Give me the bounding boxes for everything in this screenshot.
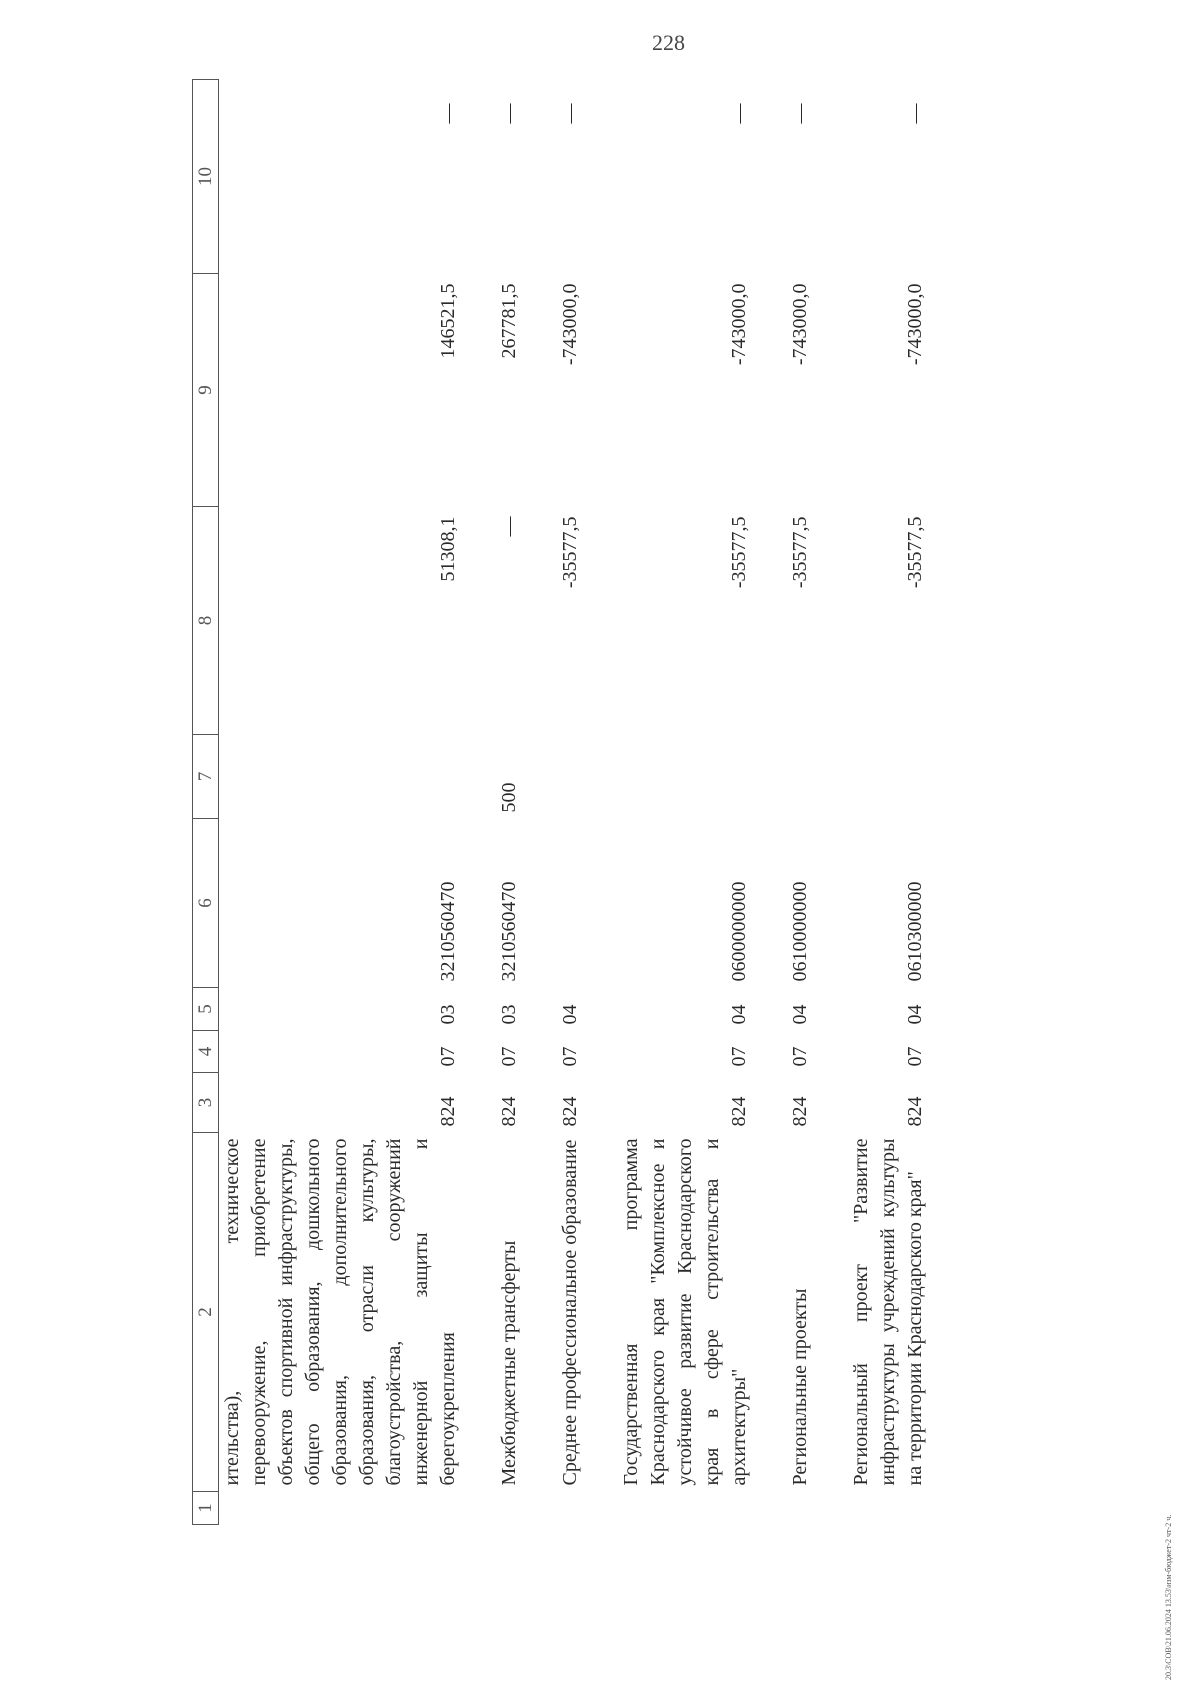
row-spacer [584,80,618,1525]
table-row [618,80,753,1525]
row-vr [848,735,929,819]
header-cell: 1 [193,1492,219,1525]
row-ved: 824 [904,1096,926,1127]
document-footer: 20.3\СОВ\21.06.2024 13.53\изм-бюджет-2 чт-2 ч. [1164,1514,1173,1680]
header-cell: 7 [193,735,219,819]
row-name: Межбюджетные трансферты [498,1240,520,1486]
row-ved: 824 [437,1096,459,1127]
row-name: Государственная программа Краснодарского края "Комплексное и устойчивое развитие Краснодарского края в сфере строительства и архитектуры" [620,1138,750,1486]
row-ved: 824 [559,1096,581,1127]
row-spacer [814,80,848,1525]
header-cell: 8 [193,507,219,735]
row-amount-2: -743000,0 [728,283,750,366]
row-amount-3: — [789,103,811,124]
row-name: Региональный проект "Развитие инфраструктуры учреждений культуры на территории Краснодарского края" [850,1138,926,1486]
row-csr: 0610000000 [789,881,811,982]
row-csr: 0610300000 [904,881,926,982]
row-amount-1: -35577,5 [728,516,750,589]
row-amount-1: — [498,516,520,537]
budget-table [192,79,929,1525]
row-rz: 07 [498,1046,520,1067]
row-ved: 824 [789,1096,811,1127]
table-row [787,80,814,1525]
row-spacer [753,80,787,1525]
row-amount-1: -35577,5 [904,516,926,589]
row-rz: 07 [904,1046,926,1067]
header-cell: 10 [193,80,219,274]
row-rz: 07 [728,1046,750,1067]
row-amount-1: 51308,1 [437,516,459,582]
row-amount-3: — [437,103,459,124]
row-rz: 07 [789,1046,811,1067]
row-name: Среднее профессиональное образование [559,1139,581,1486]
row-amount-3: — [904,103,926,124]
row-csr: 0600000000 [728,881,750,982]
row-vr [219,735,463,819]
header-cell: 6 [193,819,219,988]
row-spacer [462,80,496,1525]
row-csr [557,819,584,988]
row-pr: 04 [728,1004,750,1025]
row-amount-1: -35577,5 [789,516,811,589]
row-vr: 500 [498,782,520,813]
row-name: Региональные проекты [789,1288,811,1486]
row-csr: 3210560470 [437,881,459,982]
table-header-row [193,80,219,1525]
row-pr: 04 [789,1004,811,1025]
row-amount-3: — [498,103,520,124]
header-cell: 3 [193,1073,219,1133]
row-vr [787,735,814,819]
row-amount-3: — [559,103,581,124]
row-pr: 03 [498,1004,520,1025]
row-name: ительства), техническое перевооружение, приобретение объектов спортивной инфраструктуры, общего образования, дошкольного образования, дополнительного образования, отрасли культуры, благоустройства, сооружений инженерной защиты и берегоукрепления [221,1138,459,1486]
page-number: 228 [652,30,685,55]
row-ved: 824 [728,1096,750,1127]
row-spacer [523,80,557,1525]
row-vr [557,735,584,819]
row-pr: 03 [437,1004,459,1025]
row-amount-2: -743000,0 [904,283,926,366]
header-cell: 2 [193,1133,219,1492]
row-rz: 07 [559,1046,581,1067]
row-rz: 07 [437,1046,459,1067]
row-amount-2: 146521,5 [437,283,459,359]
row-amount-2: 267781,5 [498,283,520,359]
table-row [496,80,523,1525]
table-row [219,80,463,1525]
row-pr: 04 [559,1004,581,1025]
row-amount-1: -35577,5 [559,516,581,589]
row-amount-3: — [728,103,750,124]
header-cell: 5 [193,988,219,1031]
row-ved: 824 [498,1096,520,1127]
row-csr: 3210560470 [498,881,520,982]
row-vr [618,735,753,819]
header-cell: 9 [193,274,219,507]
row-amount-2: -743000,0 [789,283,811,366]
table-row [557,80,584,1525]
row-pr: 04 [904,1004,926,1025]
row-amount-2: -743000,0 [559,283,581,366]
table-row [848,80,929,1525]
header-cell: 4 [193,1031,219,1073]
rotated-table-container [192,80,952,1525]
